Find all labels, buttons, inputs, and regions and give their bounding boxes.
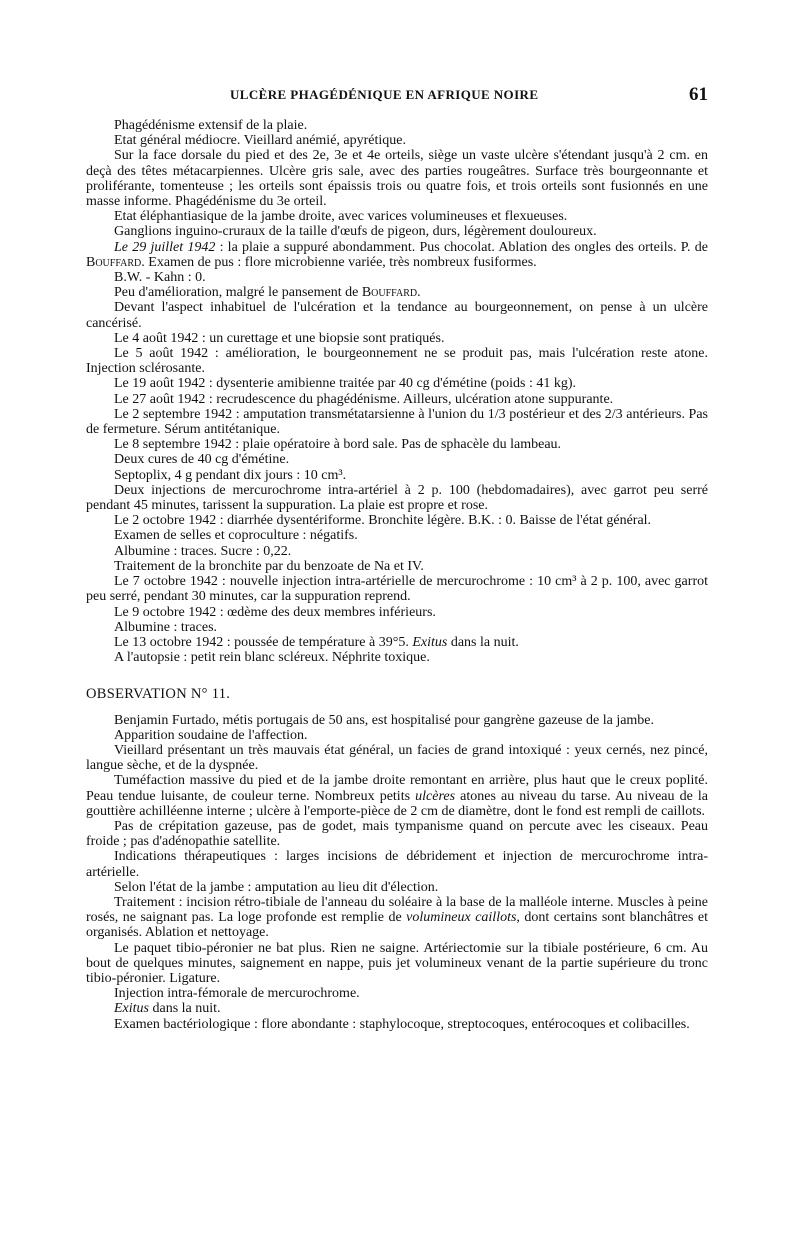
- paragraph: Ganglions inguino-cruraux de la taille d'œufs de pigeon, durs, légèrement douloureux.: [114, 224, 597, 240]
- paragraph: Deux cures de 40 cg d'émétine.: [114, 452, 290, 468]
- paragraph: Devant l'aspect inhabituel de l'ulcération et la tendance au bourgeonnement, on pense à un ulcère cancérisé.: [86, 300, 708, 331]
- paragraph: Le 8 septembre 1942 : plaie opératoire à bord sale. Pas de sphacèle du lambeau.: [114, 437, 562, 453]
- running-title: ULCÈRE PHAGÉDÉNIQUE EN AFRIQUE NOIRE: [230, 87, 539, 102]
- paragraph: Albumine : traces.: [114, 619, 218, 635]
- paragraph: Septoplix, 4 g pendant dix jours : 10 cm³.: [114, 467, 347, 483]
- paragraph: Etat général médiocre. Vieillard anémié, apyrétique.: [114, 133, 406, 149]
- paragraph: Etat éléphantiasique de la jambe droite, avec varices volumineuses et flexueuses.: [114, 209, 568, 225]
- paragraph: Indications thérapeutiques : larges incisions de débridement et injection de mercurochrome intra-artérielle.: [86, 849, 708, 880]
- paragraph: Le 29 juillet 1942 : la plaie a suppuré abondamment. Pus chocolat. Ablation des ongles des orteils. P. de Bouffard. Examen de pus : flore microbienne variée, très nombreux fusiformes.: [86, 239, 708, 270]
- paragraph: Le 5 août 1942 : amélioration, le bourgeonnement ne se produit pas, mais l'ulcération reste atone. Injection sclérosante.: [86, 346, 708, 377]
- paragraph: B.W. - Kahn : 0.: [114, 270, 206, 286]
- paragraph: Sur la face dorsale du pied et des 2e, 3e et 4e orteils, siège un vaste ulcère s'étendant jusqu'à 2 cm. en deçà des têtes métacarpiennes. Ulcère gris sale, avec des parties rougeâtres. Surface très bourgeonnante et proliférante, tomenteuse ; les orteils sont épaissis trois ou quatre fois, et trois orteils sont fusionnés en une masse informe. Phagédénisme du 3e orteil.: [86, 148, 708, 210]
- paragraph: Le 7 octobre 1942 : nouvelle injection intra-artérielle de mercurochrome : 10 cm³ à 2 p. 100, avec garrot peu serré, pendant 30 minutes, car la suppuration reprend.: [86, 574, 708, 605]
- paragraph: Examen de selles et coproculture : négatifs.: [114, 528, 358, 544]
- observation-heading: OBSERVATION N° 11.: [86, 686, 231, 703]
- date-italic: Le 29 juillet 1942: [114, 239, 216, 255]
- paragraph: Le 19 août 1942 : dysenterie amibienne traitée par 40 cg d'émétine (poids : 41 kg).: [114, 376, 577, 392]
- paragraph: A l'autopsie : petit rein blanc scléreux. Néphrite toxique.: [114, 650, 430, 666]
- paragraph: Le 9 octobre 1942 : œdème des deux membres inférieurs.: [114, 604, 436, 620]
- paragraph: Le 4 août 1942 : un curettage et une biopsie sont pratiqués.: [114, 330, 445, 346]
- page-header: [112, 84, 708, 108]
- paragraph: Pas de crépitation gazeuse, pas de godet, mais tympanisme quand on percute avec les ciseaux. Peau froide ; pas d'adénopathie satellite.: [86, 818, 708, 850]
- paragraph: Apparition soudaine de l'affection.: [114, 727, 308, 743]
- paragraph: Vieillard présentant un très mauvais état général, un facies de grand intoxiqué : yeux cernés, nez pincé, langue sèche, et de la dyspnée.: [86, 742, 708, 774]
- author-name: Bouffard: [86, 254, 142, 270]
- paragraph: Tuméfaction massive du pied et de la jambe droite remontant en arrière, plus haut que le creux poplité. Peau tendue luisante, de couleur terne. Nombreux petits ulcères atones au niveau du tarse. Au niveau de la gouttière achilléenne interne ; ulcère à l'emporte-pièce de 2 cm de diamètre, dont le fond est rempli de caillots.: [86, 773, 708, 819]
- paragraph: Phagédénisme extensif de la plaie.: [114, 118, 308, 133]
- paragraph: Le 13 octobre 1942 : poussée de température à 39°5. Exitus dans la nuit.: [114, 634, 519, 650]
- paragraph: Traitement : incision rétro-tibiale de l'anneau du soléaire à la base de la malléole interne. Muscles à peine rosés, ne saignant pas. La loge profonde est remplie de volumineux caillots, dont certains sont blanchâtres et organisés. Ablation et nettoyage.: [86, 894, 708, 941]
- paragraph: Benjamin Furtado, métis portugais de 50 ans, est hospitalisé pour gangrène gazeuse de la jambe.: [114, 712, 655, 728]
- paragraph: Le paquet tibio-péronier ne bat plus. Rien ne saigne. Artériectomie sur la tibiale postérieure, 6 cm. Au bout de quelques minutes, saignement en nappe, puis jet volumineux venant de la partie supérieure du tronc tibio-péronier. Ligature.: [86, 940, 708, 986]
- page-number: 61: [689, 84, 708, 105]
- paragraph: Deux injections de mercurochrome intra-artériel à 2 p. 100 (hebdomadaires), avec garrot peu serré pendant 45 minutes, tarissent la suppuration. La plaie est propre et rose.: [86, 482, 708, 514]
- paragraph: Selon l'état de la jambe : amputation au lieu dit d'élection.: [114, 879, 439, 895]
- paragraph: Peu d'amélioration, malgré le pansement de Bouffard.: [114, 285, 421, 301]
- paragraph: Albumine : traces. Sucre : 0,22.: [114, 543, 292, 559]
- paragraph: Le 2 septembre 1942 : amputation transmétatarsienne à l'union du 1/3 postérieur et des 2/3 antérieurs. Pas de fermeture. Sérum antitétanique.: [86, 406, 708, 438]
- paragraph: Examen bactériologique : flore abondante : staphylocoque, streptocoques, entérocoques et colibacilles.: [114, 1016, 690, 1032]
- paragraph: Le 2 octobre 1942 : diarrhée dysentériforme. Bronchite légère. B.K. : 0. Baisse de l'état général.: [114, 513, 652, 529]
- author-name: Bouffard: [361, 285, 418, 301]
- paragraph: Traitement de la bronchite par du benzoate de Na et IV.: [114, 558, 424, 574]
- paragraph: Injection intra-fémorale de mercurochrome.: [114, 986, 360, 1002]
- paragraph: Le 27 août 1942 : recrudescence du phagédénisme. Ailleurs, ulcération atone suppurante.: [114, 391, 614, 407]
- paragraph: Exitus dans la nuit.: [114, 1001, 221, 1017]
- page-body: [86, 118, 708, 1032]
